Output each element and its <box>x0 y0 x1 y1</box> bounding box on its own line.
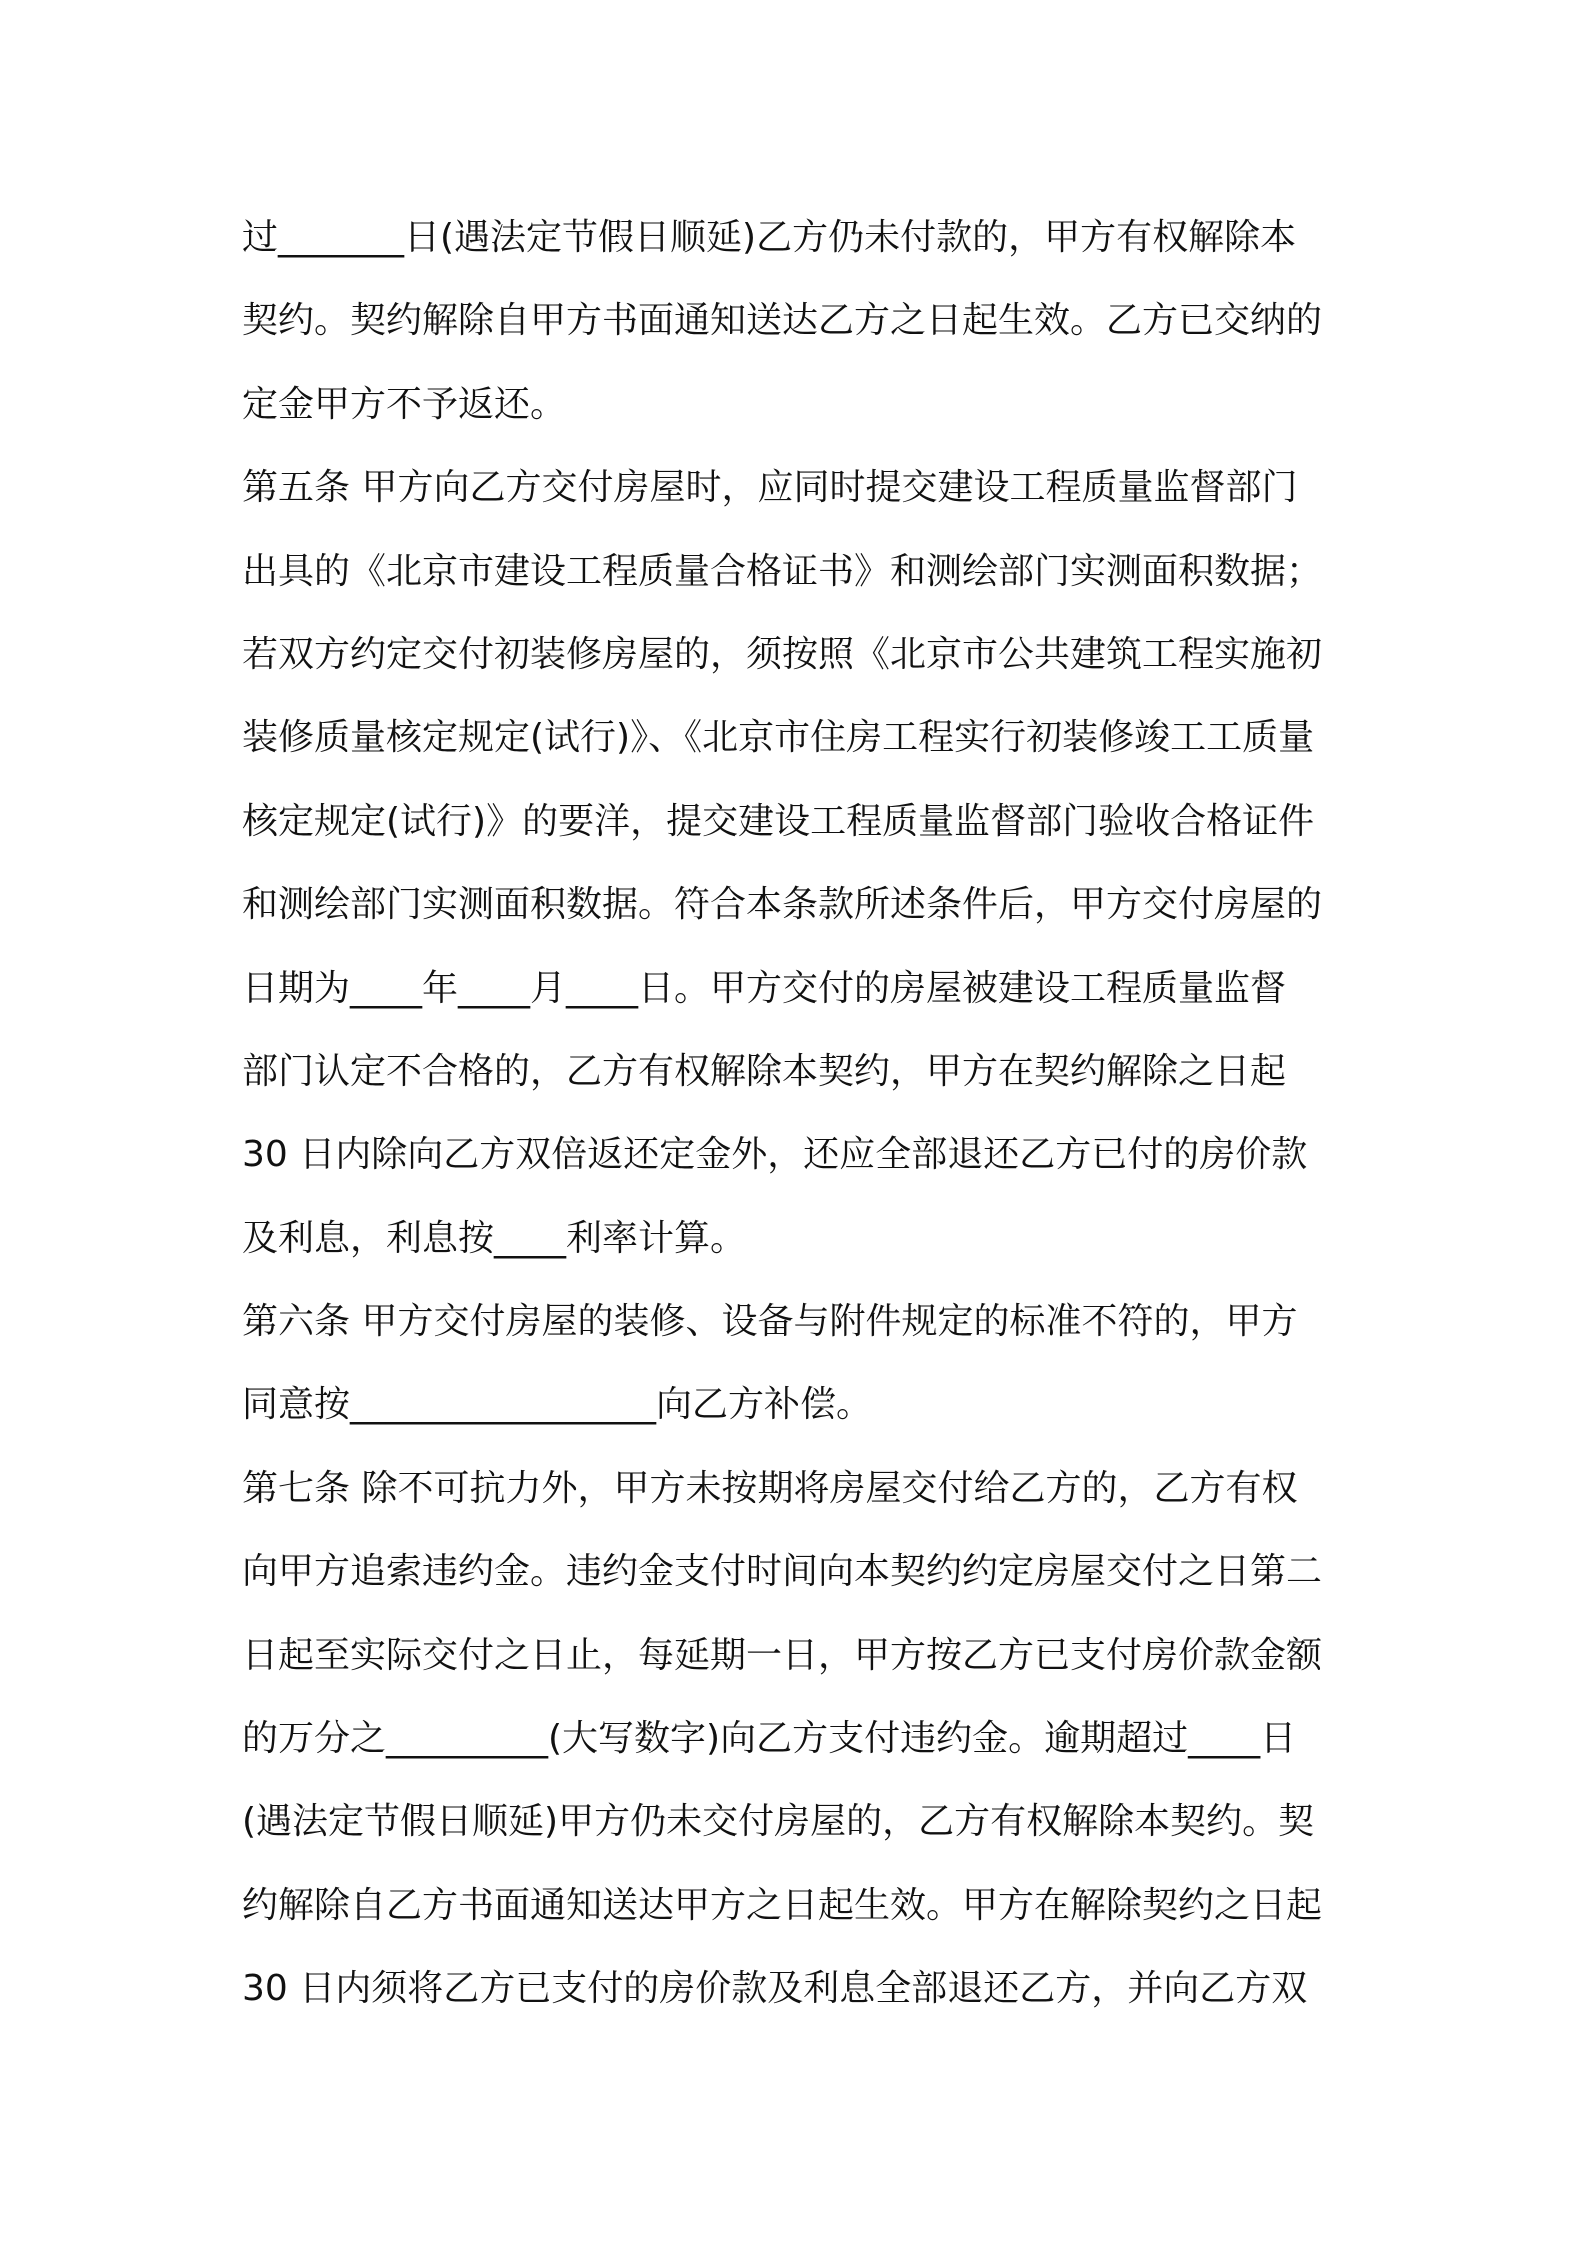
text-line: 的万分之_________(大写数字)向乙方支付违约金。逾期超过____日 <box>242 1718 1297 1760</box>
article-5-heading-line: 第五条 甲方向乙方交付房屋时，应同时提交建设工程质量监督部门 <box>242 467 1298 509</box>
text-line: 和测绘部门实测面积数据。符合本条款所述条件后，甲方交付房屋的 <box>242 884 1323 926</box>
text-line: 30 日内须将乙方已支付的房价款及利息全部退还乙方，并向乙方双 <box>242 1968 1308 2010</box>
text-line: 及利息，利息按____利率计算。 <box>242 1217 747 1259</box>
article-7-heading-line: 第七条 除不可抗力外，甲方未按期将房屋交付给乙方的，乙方有权 <box>242 1467 1298 1509</box>
text-line: 向甲方追索违约金。违约金支付时间向本契约约定房屋交付之日第二 <box>242 1551 1323 1593</box>
text-line: 30 日内除向乙方双倍返还定金外，还应全部退还乙方已付的房价款 <box>242 1134 1308 1176</box>
text-line: 同意按_________________向乙方补偿。 <box>242 1384 873 1426</box>
text-line: 过_______日(遇法定节假日顺延)乙方仍未付款的，甲方有权解除本 <box>242 217 1297 258</box>
text-line: 日起至实际交付之日止，每延期一日，甲方按乙方已支付房价款金额 <box>242 1634 1323 1676</box>
text-line: (遇法定节假日顺延)甲方仍未交付房屋的，乙方有权解除本契约。契 <box>242 1801 1315 1843</box>
text-line: 部门认定不合格的，乙方有权解除本契约，甲方在契约解除之日起 <box>242 1050 1287 1092</box>
text-line: 核定规定(试行)》的要洋，提交建设工程质量监督部门验收合格证件 <box>242 800 1315 842</box>
article-6-heading-line: 第六条 甲方交付房屋的装修、设备与附件规定的标准不符的，甲方 <box>242 1301 1298 1343</box>
document-body <box>242 196 1362 2031</box>
text-line: 契约。契约解除自甲方书面通知送达乙方之日起生效。乙方已交纳的 <box>242 300 1323 342</box>
text-line: 约解除自乙方书面通知送达甲方之日起生效。甲方在解除契约之日起 <box>242 1884 1323 1926</box>
text-line: 若双方约定交付初装修房屋的，须按照《北京市公共建筑工程实施初 <box>242 633 1323 675</box>
text-line: 日期为____年____月____日。甲方交付的房屋被建设工程质量监督 <box>242 967 1287 1009</box>
text-line: 装修质量核定规定(试行)》、《北京市住房工程实行初装修竣工工质量 <box>242 717 1315 759</box>
text-line: 定金甲方不予返还。 <box>242 383 567 425</box>
text-line: 出具的《北京市建设工程质量合格证书》和测绘部门实测面积数据； <box>242 550 1323 592</box>
